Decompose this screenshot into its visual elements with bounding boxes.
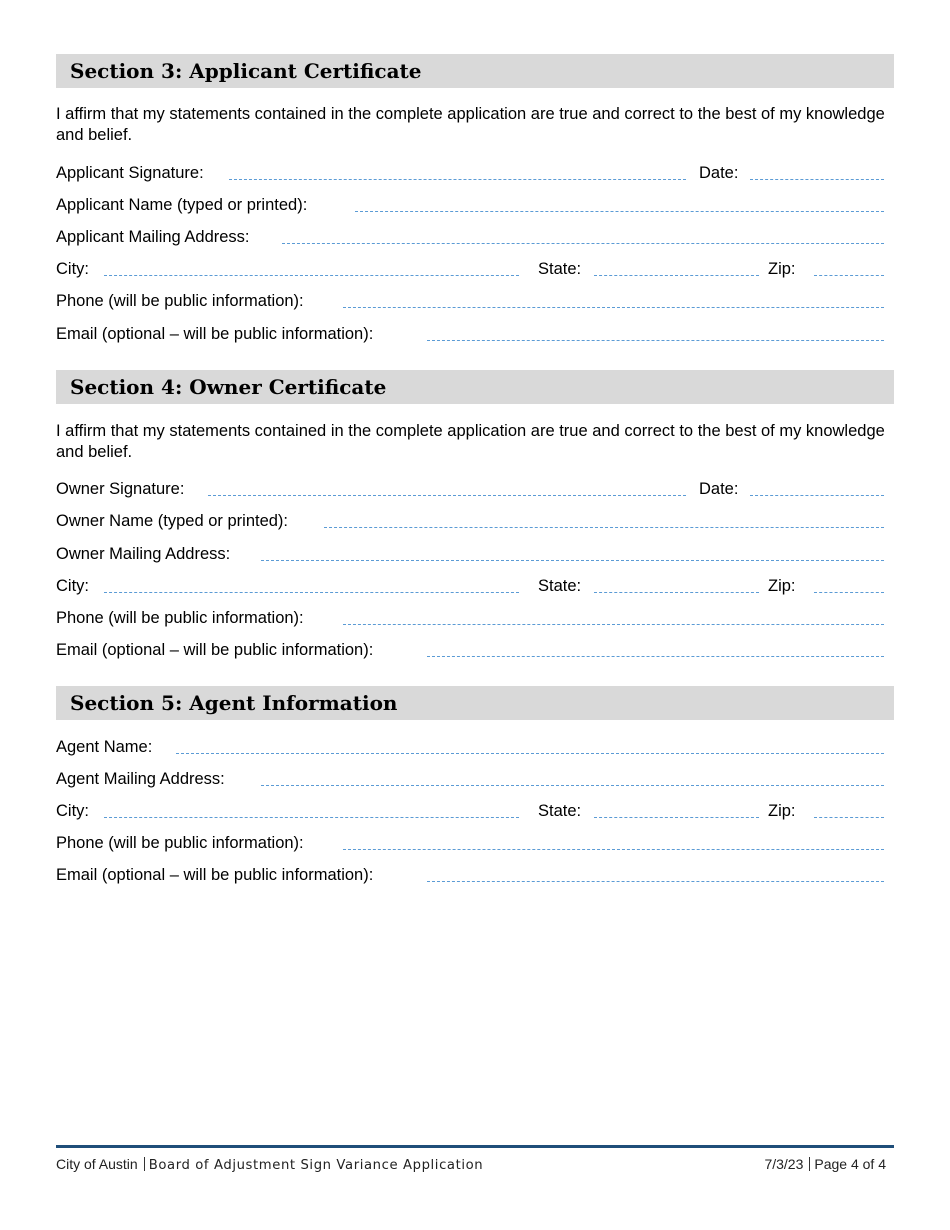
owner-city-label: City: <box>56 577 89 595</box>
applicant-date-label: Date: <box>699 164 739 182</box>
applicant-email-row <box>56 323 886 345</box>
agent-email-row <box>56 864 886 886</box>
applicant-state-label: State: <box>538 260 582 278</box>
footer-rule <box>56 1145 894 1148</box>
agent-phone-row <box>56 832 886 854</box>
applicant-zip-field[interactable] <box>814 275 884 276</box>
applicant-zip-label: Zip: <box>768 260 796 278</box>
applicant-name-row <box>56 194 886 216</box>
applicant-signature-field[interactable] <box>229 179 686 180</box>
agent-email-field[interactable] <box>427 881 884 882</box>
agent-zip-field[interactable] <box>814 817 884 818</box>
applicant-email-label: Email (optional – will be public information): <box>56 325 374 343</box>
applicant-address-field[interactable] <box>282 243 884 244</box>
applicant-phone-label: Phone (will be public information): <box>56 292 304 310</box>
applicant-phone-field[interactable] <box>343 307 884 308</box>
applicant-city-label: City: <box>56 260 89 278</box>
agent-name-field[interactable] <box>176 753 884 754</box>
applicant-state-field[interactable] <box>594 275 759 276</box>
agent-address-label: Agent Mailing Address: <box>56 770 225 788</box>
agent-city-label: City: <box>56 802 89 820</box>
applicant-email-field[interactable] <box>427 340 884 341</box>
applicant-city-row <box>56 258 886 280</box>
applicant-name-label: Applicant Name (typed or printed): <box>56 196 308 214</box>
owner-phone-field[interactable] <box>343 624 884 625</box>
section-3-affirmation: I affirm that my statements contained in the complete application are true and correct to the best of my knowledge and belief. <box>56 105 885 144</box>
applicant-address-row <box>56 226 886 248</box>
owner-email-label: Email (optional – will be public information): <box>56 641 374 659</box>
owner-date-label: Date: <box>699 480 739 498</box>
footer-left <box>56 1155 483 1175</box>
owner-address-label: Owner Mailing Address: <box>56 545 231 563</box>
owner-phone-row <box>56 607 886 629</box>
agent-address-field[interactable] <box>261 785 884 786</box>
agent-city-row <box>56 800 886 822</box>
agent-city-field[interactable] <box>104 817 519 818</box>
footer-separator <box>809 1157 810 1171</box>
owner-phone-label: Phone (will be public information): <box>56 609 304 627</box>
agent-state-label: State: <box>538 802 582 820</box>
section-4-header: Section 4: Owner Certificate <box>56 370 894 404</box>
footer-page-number: Page 4 of 4 <box>814 1156 886 1172</box>
applicant-name-field[interactable] <box>355 211 884 212</box>
owner-email-field[interactable] <box>427 656 884 657</box>
agent-name-label: Agent Name: <box>56 738 153 756</box>
owner-address-field[interactable] <box>261 560 884 561</box>
owner-zip-field[interactable] <box>814 592 884 593</box>
applicant-signature-row <box>56 162 886 184</box>
footer-org: City of Austin <box>56 1156 138 1172</box>
footer-date: 7/3/23 <box>764 1156 804 1172</box>
owner-name-field[interactable] <box>324 527 884 528</box>
applicant-date-field[interactable] <box>750 179 884 180</box>
agent-phone-label: Phone (will be public information): <box>56 834 304 852</box>
agent-phone-field[interactable] <box>343 849 884 850</box>
owner-city-row <box>56 575 886 597</box>
owner-name-row <box>56 510 886 532</box>
section-4-affirmation: I affirm that my statements contained in the complete application are true and correct to the best of my knowledge and belief. <box>56 422 885 461</box>
owner-zip-label: Zip: <box>768 577 796 595</box>
footer-document-title: Board of Adjustment Sign Variance Application <box>148 1158 484 1173</box>
agent-name-row <box>56 736 886 758</box>
applicant-signature-label: Applicant Signature: <box>56 164 204 182</box>
applicant-address-label: Applicant Mailing Address: <box>56 228 250 246</box>
owner-signature-row <box>56 478 886 500</box>
owner-email-row <box>56 639 886 661</box>
agent-address-row <box>56 768 886 790</box>
owner-address-row <box>56 543 886 565</box>
owner-signature-field[interactable] <box>208 495 686 496</box>
section-5-header: Section 5: Agent Information <box>56 686 894 720</box>
agent-email-label: Email (optional – will be public information): <box>56 866 374 884</box>
owner-name-label: Owner Name (typed or printed): <box>56 512 289 530</box>
owner-city-field[interactable] <box>104 592 519 593</box>
agent-state-field[interactable] <box>594 817 759 818</box>
applicant-phone-row <box>56 290 886 312</box>
applicant-city-field[interactable] <box>104 275 519 276</box>
owner-state-label: State: <box>538 577 582 595</box>
agent-zip-label: Zip: <box>768 802 796 820</box>
owner-signature-label: Owner Signature: <box>56 480 185 498</box>
owner-state-field[interactable] <box>594 592 759 593</box>
footer-separator <box>144 1157 145 1171</box>
footer-right <box>764 1155 886 1173</box>
owner-date-field[interactable] <box>750 495 884 496</box>
section-3-header: Section 3: Applicant Certificate <box>56 54 894 88</box>
